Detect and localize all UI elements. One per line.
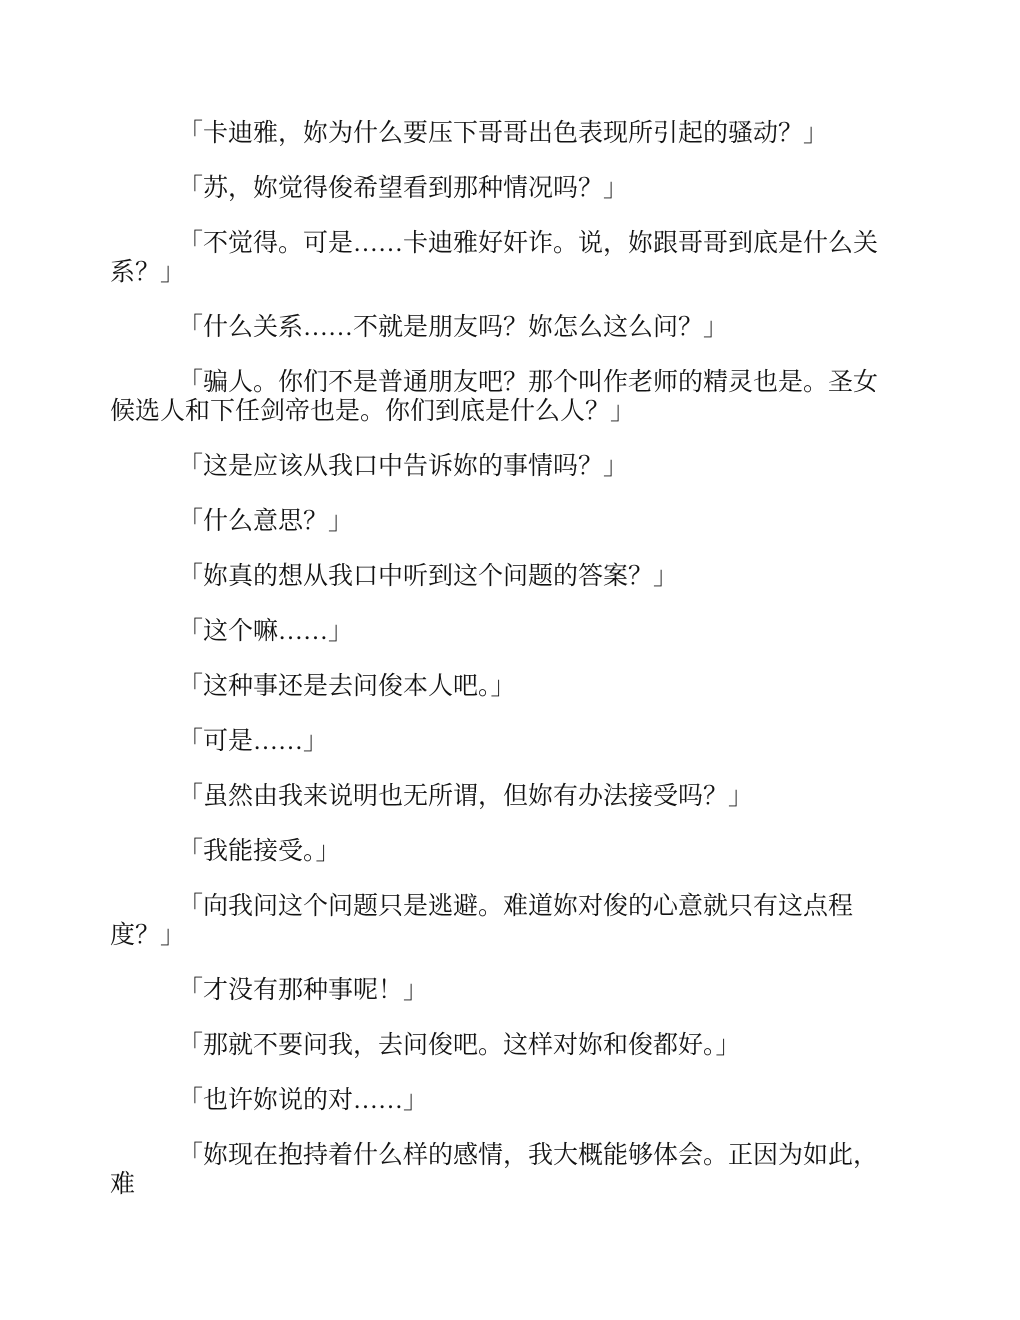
paragraph: 「那就不要问我，去问俊吧。这样对妳和俊都好。」 xyxy=(178,1032,741,1059)
paragraph: 「妳现在抱持着什么样的感情，我大概能够体会。正因为如此，难 xyxy=(110,1142,879,1198)
paragraph: 「我能接受。」 xyxy=(178,838,341,865)
paragraph: 「这个嘛……」 xyxy=(178,618,354,645)
paragraph: 「骗人。你们不是普通朋友吧？那个叫作老师的精灵也是。圣女候选人和下任剑帝也是。你们到底是什么人？」 xyxy=(110,369,879,425)
text-content xyxy=(110,119,902,1225)
paragraph: 「苏，妳觉得俊希望看到那种情况吗？」 xyxy=(178,175,629,202)
paragraph: 「这是应该从我口中告诉妳的事情吗？」 xyxy=(178,453,629,480)
paragraph: 「向我问这个问题只是逃避。难道妳对俊的心意就只有这点程度？」 xyxy=(110,893,854,949)
paragraph: 「妳真的想从我口中听到这个问题的答案？」 xyxy=(178,563,679,590)
paragraph: 「什么意思？」 xyxy=(178,508,354,535)
paragraph: 「不觉得。可是……卡迪雅好奸诈。说，妳跟哥哥到底是什么关系？」 xyxy=(110,230,879,286)
paragraph: 「可是……」 xyxy=(178,728,329,755)
paragraph: 「才没有那种事呢！」 xyxy=(178,977,429,1004)
paragraph: 「什么关系……不就是朋友吗？妳怎么这么问？」 xyxy=(178,314,729,341)
paragraph: 「也许妳说的对……」 xyxy=(178,1087,429,1114)
paragraph: 「这种事还是去问俊本人吧。」 xyxy=(178,673,516,700)
paragraph: 「虽然由我来说明也无所谓，但妳有办法接受吗？」 xyxy=(178,783,754,810)
paragraph: 「卡迪雅，妳为什么要压下哥哥出色表现所引起的骚动？」 xyxy=(178,120,829,147)
